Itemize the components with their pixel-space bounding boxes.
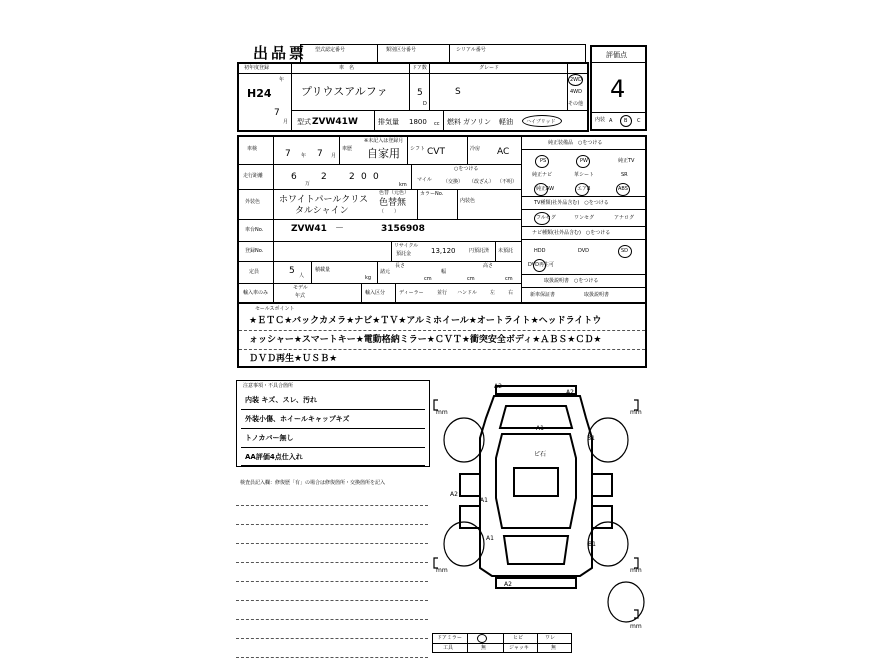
import-parallel: 並行 — [437, 290, 448, 296]
mileage-man: 万 — [305, 181, 311, 187]
drive-2wd: 2WD — [570, 77, 582, 83]
fuel-hybrid-circle — [522, 115, 562, 127]
equip-ab-circle — [575, 183, 589, 196]
inspector-label: 検査員記入欄：修復歴「有」の場合は修復箇所・交換箇所を記入 — [240, 480, 386, 486]
damage-code-rear-bumper: A2 — [504, 581, 512, 588]
equip-abs-circle — [616, 183, 630, 196]
disp-label: 排気量 — [378, 118, 399, 126]
equipment-panel — [522, 137, 645, 302]
shaken-tsuki: 月 — [331, 153, 337, 159]
import-right: 右 — [508, 290, 514, 296]
damage-code-hood: A1 — [536, 425, 544, 432]
capacity-value: 5 — [289, 266, 295, 276]
color-code-label: カラーNo. — [420, 191, 444, 197]
manual-book: 取扱説明書 — [584, 292, 610, 298]
navi-hdd: HDD — [534, 248, 546, 254]
serial-header-box — [300, 44, 586, 63]
equip-seat: 革シート — [574, 172, 595, 178]
car-name-label: 車 名 — [339, 65, 355, 71]
car-name: プリウスアルファ — [301, 85, 388, 98]
score-value: 4 — [610, 75, 626, 103]
spec-box — [237, 135, 647, 304]
dim-length-unit: cm — [424, 276, 432, 282]
door-mirror-label: ドアミラー — [437, 635, 462, 641]
dim-width: 幅 — [441, 269, 447, 275]
sales-point-box — [237, 302, 647, 368]
drive-2wd-circle — [568, 74, 583, 86]
model-year-label: モデル — [293, 285, 308, 291]
jack-label: ジャッキ — [509, 645, 529, 651]
mileage-d5: 0 — [373, 172, 379, 182]
tv-type-title: TV種類(社外品含む) ○をつける — [534, 200, 609, 206]
mm-label: mm — [630, 409, 642, 416]
new-warranty: 新車保証書 — [530, 292, 556, 298]
mileage-d3: 2 — [349, 172, 355, 182]
navi-sd-circle — [618, 245, 632, 258]
chassis-dash: － — [335, 224, 345, 234]
recycle-label: リサイクル — [394, 243, 419, 249]
shift-label: シフト — [410, 146, 426, 152]
equip-ps-circle — [535, 155, 549, 168]
car-damage-diagram — [430, 378, 650, 636]
damage-code-left-door: A2 — [450, 491, 458, 498]
color-note: 色替（元色） — [379, 190, 410, 196]
inspector-line — [236, 543, 428, 544]
mileage-note: ○をつける — [454, 166, 479, 172]
color-line2: タルシャイン — [295, 206, 349, 216]
sales-line-1: ★ＥＴＣ★バックカメラ★ナビ★ＴＶ★アルミホイール★オートライト★ヘッドライトウ — [249, 316, 602, 326]
mileage-unit: km — [399, 182, 407, 188]
dim-height: 高さ — [483, 263, 494, 269]
damage-code-front-right: A2 — [566, 389, 574, 396]
tv-fullseg-circle — [534, 212, 550, 225]
tools-label: 工具 — [443, 645, 454, 651]
note-line-4: AA評価4点仕入れ — [245, 453, 303, 461]
hibi-label: ヒビ — [513, 635, 524, 641]
damage-code-right-rear-wheel: B1 — [588, 541, 596, 548]
navi-type-title: ナビ種類(社外品含む) ○をつける — [532, 230, 611, 236]
inspector-line — [236, 600, 428, 601]
recycle-unit: 円預託済 — [469, 248, 490, 254]
tv-fullseg: フルセグ — [536, 215, 556, 221]
mileage-d1: 6 — [291, 172, 297, 182]
mileage-d2: 2 — [321, 172, 327, 182]
tv-onseg: ワンセグ — [574, 215, 595, 221]
equip-title: 純正装備品 ○をつける — [548, 140, 603, 146]
drive-4wd: 4WD — [570, 89, 582, 95]
door-count: 5 — [417, 88, 423, 98]
dim-length: 長さ — [395, 263, 406, 269]
notes-box — [236, 380, 430, 467]
ac-label: 冷房 — [470, 146, 481, 152]
interior-b-circle — [620, 115, 632, 127]
inspector-line — [236, 638, 428, 639]
reg-label: 初年度登録 — [244, 65, 270, 71]
inspector-line — [236, 657, 428, 658]
inspector-line — [236, 562, 428, 563]
drive-other: その他 — [568, 101, 584, 107]
fuel-value: ガソリン — [463, 118, 491, 126]
recycle-none: 未預託 — [498, 248, 514, 254]
shaken-year: 7 — [285, 149, 291, 159]
reg-nen: 年 — [279, 77, 285, 83]
damage-code-left-rear: A1 — [486, 535, 494, 542]
inspector-line — [236, 581, 428, 582]
load-unit: kg — [365, 275, 372, 281]
model-value: ZVW41W — [312, 117, 358, 127]
mm-label: mm — [630, 567, 642, 574]
grade-label: グレード — [479, 65, 500, 71]
note-line-1: 内装 キズ、スレ、汚れ — [245, 396, 317, 404]
equip-abs: ABS — [618, 186, 628, 192]
inspector-line — [236, 524, 428, 525]
fuel-label: 燃料 — [447, 118, 461, 126]
type-cert-label: 型式認定番号 — [315, 47, 346, 53]
dim-width-unit: cm — [467, 276, 475, 282]
navi-sd: SD — [621, 248, 629, 254]
reg-tsuki: 月 — [283, 119, 289, 125]
equip-pw: PW — [580, 158, 588, 164]
shaken-label: 車検 — [247, 146, 258, 152]
import-dealer: ディーラー — [399, 290, 424, 296]
interior-a: A — [609, 118, 613, 124]
capacity-unit: 人 — [299, 273, 305, 279]
import-handle: ハンドル — [457, 290, 478, 296]
shaken-note: ※未記入は登録月 — [364, 138, 404, 144]
damage-code-right-front-wheel: B1 — [587, 435, 595, 442]
mileage-koukan: （交換） — [443, 179, 464, 185]
mileage-d4: 0 — [361, 172, 367, 182]
sales-line-3: ＤＶＤ再生★ＵＳＢ★ — [249, 354, 338, 364]
ac-value: AC — [497, 147, 510, 157]
class-div-label: 類別区分番号 — [386, 47, 417, 53]
damage-code-front-bumper: A2 — [494, 383, 502, 390]
import-label: 輸入車のみ — [243, 290, 269, 296]
shaken-month: 7 — [317, 149, 323, 159]
shaken-nen: 年 — [301, 153, 307, 159]
score-label: 評価点 — [606, 51, 627, 59]
equip-ps: PS — [540, 158, 547, 164]
sales-line-2: ォッシャー★スマートキー★電動格納ミラー★ＣＶＴ★衝突安全ボディ★ＡＢＳ★ＣＤ★ — [249, 335, 602, 345]
navi-dvd: DVD — [578, 248, 590, 254]
load-label: 積載量 — [315, 267, 331, 273]
dim-label: 諸元 — [380, 269, 391, 275]
door-mirror-circle — [477, 634, 487, 643]
interior-c: C — [637, 118, 641, 124]
model-year-label-2: 年式 — [295, 293, 306, 299]
mm-label: mm — [436, 567, 448, 574]
sales-label: セールスポイント — [255, 306, 295, 312]
import-div-label: 輸入区分 — [365, 290, 386, 296]
equip-pw-circle — [576, 155, 590, 168]
dim-height-unit: cm — [505, 276, 513, 282]
mileage-kaizan: （改ざん） — [469, 179, 495, 185]
use-label: 車歴 — [342, 146, 353, 152]
notes-label: 注意事項・不具合箇所 — [243, 383, 294, 389]
serial-label: シリアル番号 — [456, 47, 486, 53]
chassis-number: 3156908 — [381, 224, 425, 234]
color-line1: ホワイトパールクリス — [279, 195, 369, 205]
mm-label: mm — [436, 409, 448, 416]
mileage-fumei: （不明） — [497, 179, 518, 185]
damage-code-left-door-2: A1 — [480, 497, 488, 504]
ware-label: ワレ — [545, 635, 556, 641]
interior-label: 内装 — [595, 117, 606, 123]
equip-sr: SR — [621, 172, 628, 178]
recycle-label-2: 預託金 — [396, 251, 412, 257]
mileage-label: 走行距離 — [243, 173, 264, 179]
navi-dvd-play-circle — [533, 259, 546, 272]
note-line-3: トノカバー無し — [245, 434, 294, 442]
shift-value: CVT — [427, 147, 445, 157]
jack-value: 無 — [551, 645, 557, 651]
note-line-2: 外装小傷、ホイールキャップキズ — [245, 415, 350, 423]
equip-ab: エアB — [577, 186, 591, 192]
fuel-hybrid: ハイブリッド — [526, 119, 556, 125]
door-label: ドア数 — [412, 65, 427, 71]
mm-label: mm — [630, 623, 642, 630]
inspector-line — [236, 619, 428, 620]
score-box — [590, 45, 647, 131]
equip-navi: 純正ナビ — [532, 172, 553, 178]
capacity-label: 定員 — [249, 269, 260, 275]
use-value: 自家用 — [367, 147, 400, 160]
equip-aw-circle — [534, 183, 548, 196]
tools-value: 無 — [481, 645, 487, 651]
door-unit: D — [423, 101, 427, 107]
navi-dvd-play: DVD再生可 — [528, 262, 555, 268]
interior-b: B — [624, 118, 628, 124]
grade-value: S — [455, 87, 461, 97]
color-label: 外装色 — [245, 199, 261, 205]
disp-value: 1800 — [409, 118, 427, 126]
interior-color-label: 内装色 — [460, 198, 476, 204]
equip-tv: 純正TV — [618, 158, 635, 164]
manual-title: 取扱説明書 ○をつける — [544, 278, 599, 284]
color-repaint: 色替無 — [379, 198, 407, 208]
recycle-value: 13,120 — [431, 247, 456, 255]
equip-aw: 純正AW — [536, 186, 555, 192]
mileage-mile: マイル — [417, 177, 432, 183]
model-label: 型式 — [297, 118, 311, 126]
disp-unit: cc — [434, 121, 440, 127]
page-title: 出品票 — [253, 44, 308, 62]
color-paren: （ ） — [379, 209, 400, 215]
damage-code-windshield: ピ石 — [534, 451, 547, 458]
fuel-diesel: 軽油 — [499, 118, 513, 126]
reg-era: H24 — [247, 87, 272, 100]
import-left: 左 — [490, 290, 496, 296]
regno-label: 登録No. — [245, 248, 264, 254]
inspector-line — [236, 505, 428, 506]
tv-analog: アナログ — [614, 215, 635, 221]
car-info-box — [237, 62, 589, 132]
chassis-label: 車台No. — [245, 227, 264, 233]
reg-month: 7 — [274, 108, 280, 118]
accessory-table — [432, 633, 572, 653]
chassis-prefix: ZVW41 — [291, 224, 327, 234]
